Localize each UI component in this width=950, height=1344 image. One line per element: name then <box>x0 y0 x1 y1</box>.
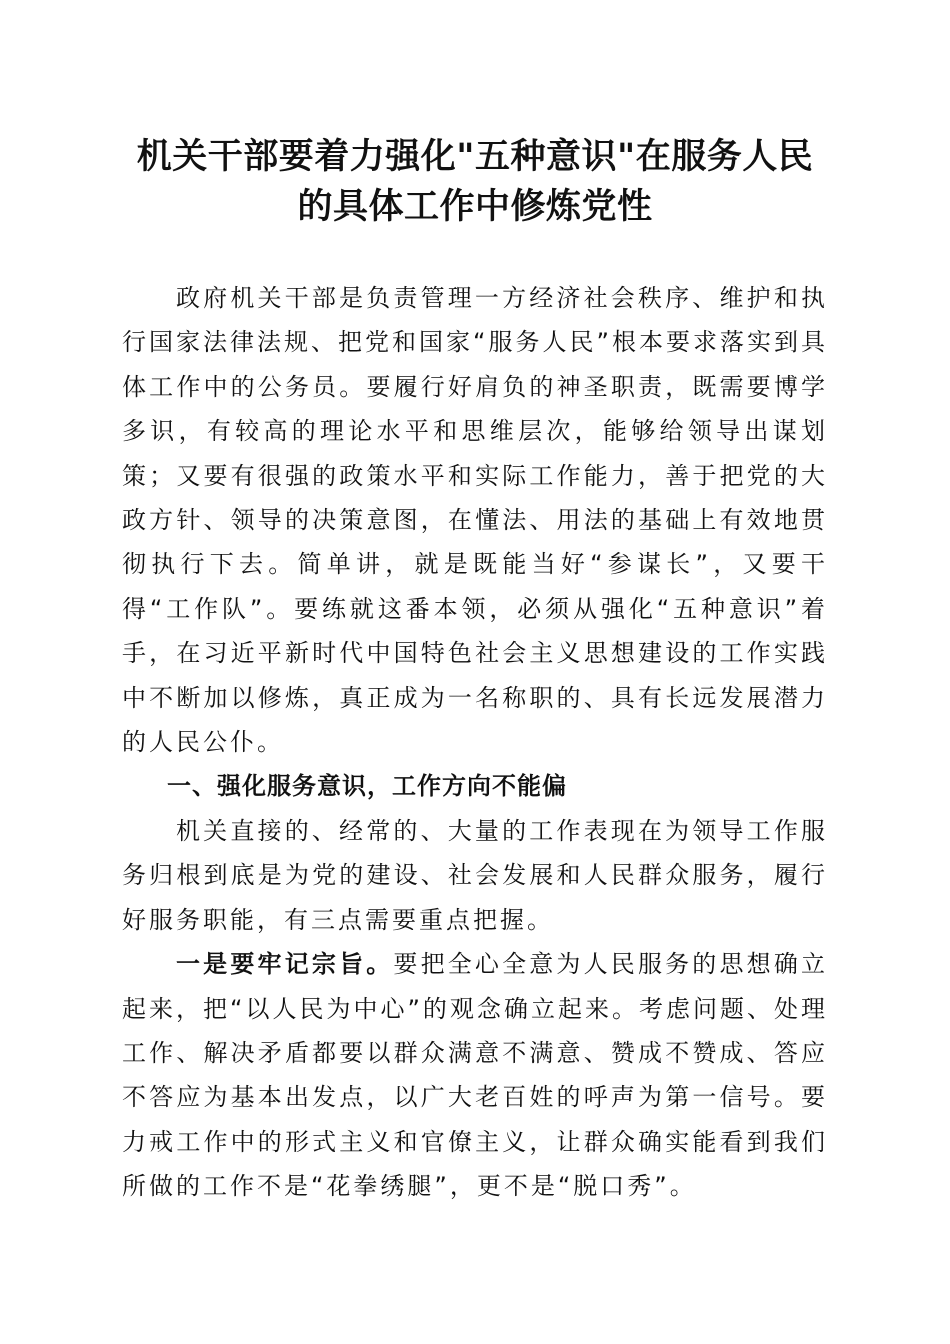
document-body <box>122 276 828 1209</box>
section-heading-1: 一、强化服务意识，工作方向不能偏 <box>167 772 567 801</box>
point-1-lead: 一是要牢记宗旨。 <box>176 950 394 979</box>
document-title-line-1: 机关干部要着力强化"五种意识"在服务人民 <box>136 136 814 177</box>
point-1-text: 要把全心全意为人民服务的思想确立起来，把“以人民为中心”的观念确立起来。考虑问题、处理工作、解决矛盾都要以群众满意不满意、赞成不赞成、答应不答应为基本出发点，以广大老百姓的呼声为第一信号。要力戒工作中的形式主义和官僚主义，让群众确实能看到我们所做的工作不是“花拳绣腿”，更不是“脱口秀”。 <box>122 950 828 1201</box>
document-title-line-2: 的具体工作中修炼党性 <box>297 186 653 227</box>
point-1-paragraph <box>122 942 828 1208</box>
intro-paragraph: 政府机关干部是负责管理一方经济社会秩序、维护和执行国家法律法规、把党和国家“服务人民”根本要求落实到具体工作中的公务员。要履行好肩负的神圣职责，既需要博学多识，有较高的理论水平和思维层次，能够给领导出谋划策；又要有很强的政策水平和实际工作能力，善于把党的大政方针、领导的决策意图，在懂法、用法的基础上有效地贯彻执行下去。简单讲，就是既能当好“参谋长”，又要干得“工作队”。要练就这番本领，必须从强化“五种意识”着手，在习近平新时代中国特色社会主义思想建设的工作实践中不断加以修炼，真正成为一名称职的、具有长远发展潜力的人民公仆。 <box>122 284 828 757</box>
section-1-paragraph: 机关直接的、经常的、大量的工作表现在为领导工作服务归根到底是为党的建设、社会发展和人民群众服务，履行好服务职能，有三点需要重点把握。 <box>122 816 828 934</box>
document-title <box>90 132 860 232</box>
